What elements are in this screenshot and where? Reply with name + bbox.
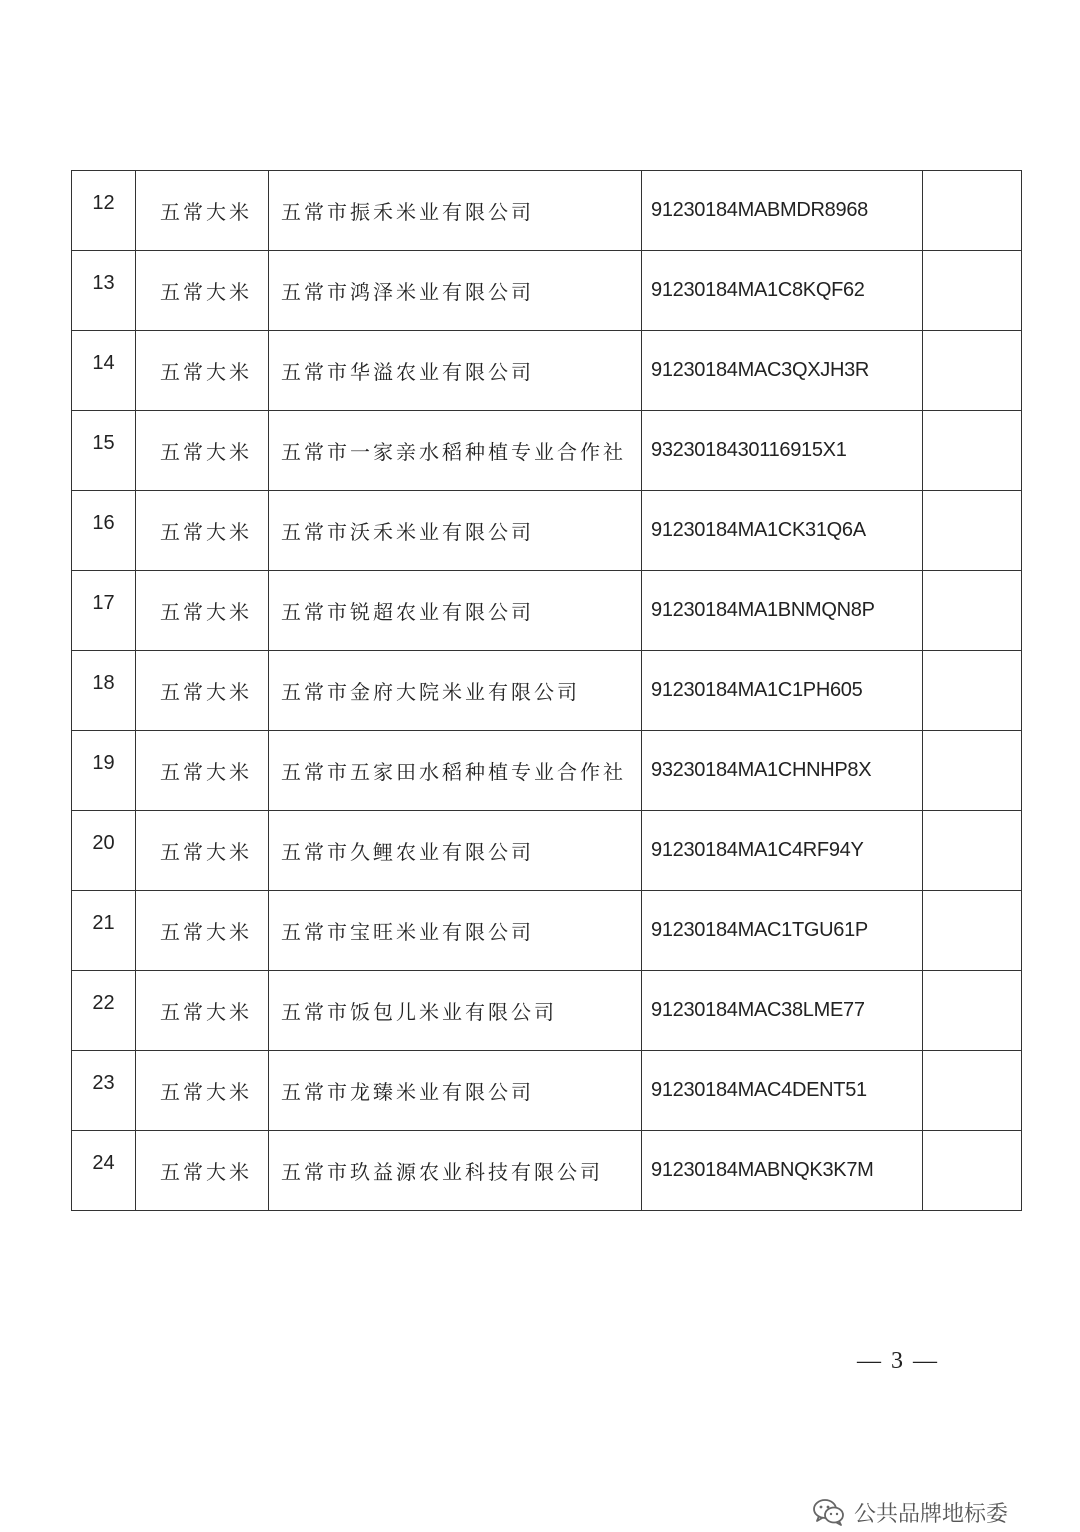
row-number-text: 17	[92, 592, 115, 614]
row-number	[72, 171, 136, 251]
row-number-text: 15	[92, 432, 115, 454]
row-number	[72, 411, 136, 491]
company-name: 五常市锐超农业有限公司	[269, 571, 642, 651]
credit-code: 91230184MAC1TGU61P	[642, 891, 923, 971]
brand-name: 五常大米	[136, 251, 269, 331]
brand-name: 五常大米	[136, 331, 269, 411]
table-body	[72, 171, 1022, 1211]
table-row	[72, 811, 1022, 891]
table-row	[72, 491, 1022, 571]
brand-name: 五常大米	[136, 651, 269, 731]
brand-name: 五常大米	[136, 1051, 269, 1131]
row-number	[72, 571, 136, 651]
company-name: 五常市沃禾米业有限公司	[269, 491, 642, 571]
company-name: 五常市鸿泽米业有限公司	[269, 251, 642, 331]
row-number	[72, 971, 136, 1051]
row-number	[72, 1131, 136, 1211]
table-row	[72, 251, 1022, 331]
row-number	[72, 251, 136, 331]
brand-name: 五常大米	[136, 731, 269, 811]
note-cell	[923, 651, 1022, 731]
table-row	[72, 331, 1022, 411]
credit-code: 91230184MABMDR8968	[642, 171, 923, 251]
company-name: 五常市五家田水稻种植专业合作社	[269, 731, 642, 811]
table-row	[72, 651, 1022, 731]
table-row	[72, 731, 1022, 811]
brand-name: 五常大米	[136, 571, 269, 651]
company-name: 五常市振禾米业有限公司	[269, 171, 642, 251]
row-number	[72, 491, 136, 571]
company-name: 五常市宝旺米业有限公司	[269, 891, 642, 971]
credit-code: 91230184MAC38LME77	[642, 971, 923, 1051]
note-cell	[923, 171, 1022, 251]
row-number-text: 18	[92, 672, 115, 694]
credit-code: 91230184MAC3QXJH3R	[642, 331, 923, 411]
row-number-text: 24	[92, 1152, 115, 1174]
credit-code: 91230184MA1C8KQF62	[642, 251, 923, 331]
company-name: 五常市久鲤农业有限公司	[269, 811, 642, 891]
note-cell	[923, 411, 1022, 491]
note-cell	[923, 971, 1022, 1051]
note-cell	[923, 331, 1022, 411]
enterprise-table	[71, 170, 1022, 1211]
row-number-text: 12	[92, 192, 115, 214]
note-cell	[923, 891, 1022, 971]
note-cell	[923, 571, 1022, 651]
row-number	[72, 891, 136, 971]
credit-code: 93230184MA1CHNHP8X	[642, 731, 923, 811]
brand-name: 五常大米	[136, 891, 269, 971]
note-cell	[923, 731, 1022, 811]
table-row	[72, 411, 1022, 491]
row-number	[72, 651, 136, 731]
row-number-text: 16	[92, 512, 115, 534]
credit-code: 91230184MAC4DENT51	[642, 1051, 923, 1131]
row-number-text: 23	[92, 1072, 115, 1094]
table-row	[72, 171, 1022, 251]
brand-name: 五常大米	[136, 171, 269, 251]
account-watermark	[812, 1492, 1008, 1532]
table-row	[72, 971, 1022, 1051]
row-number	[72, 731, 136, 811]
row-number-text: 20	[92, 832, 115, 854]
credit-code: 91230184MA1C4RF94Y	[642, 811, 923, 891]
brand-name: 五常大米	[136, 411, 269, 491]
brand-name: 五常大米	[136, 491, 269, 571]
wechat-icon	[812, 1497, 846, 1527]
watermark-text: 公共品牌地标委	[854, 1501, 1009, 1527]
table-row	[72, 571, 1022, 651]
row-number-text: 21	[92, 912, 115, 934]
brand-name: 五常大米	[136, 1131, 269, 1211]
company-name: 五常市饭包儿米业有限公司	[269, 971, 642, 1051]
credit-code: 91230184MA1C1PH605	[642, 651, 923, 731]
row-number-text: 22	[92, 992, 115, 1014]
note-cell	[923, 1131, 1022, 1211]
credit-code: 91230184MA1CK31Q6A	[642, 491, 923, 571]
company-name: 五常市玖益源农业科技有限公司	[269, 1131, 642, 1211]
credit-code: 91230184MA1BNMQN8P	[642, 571, 923, 651]
page-number: — 3 —	[857, 1348, 939, 1374]
row-number-text: 19	[92, 752, 115, 774]
company-name: 五常市龙臻米业有限公司	[269, 1051, 642, 1131]
row-number	[72, 811, 136, 891]
brand-name: 五常大米	[136, 971, 269, 1051]
company-name: 五常市金府大院米业有限公司	[269, 651, 642, 731]
row-number	[72, 331, 136, 411]
company-name: 五常市华溢农业有限公司	[269, 331, 642, 411]
table-row	[72, 891, 1022, 971]
row-number	[72, 1051, 136, 1131]
credit-code: 9323018430116915X1	[642, 411, 923, 491]
row-number-text: 14	[92, 352, 115, 374]
note-cell	[923, 811, 1022, 891]
row-number-text: 13	[92, 272, 115, 294]
brand-name: 五常大米	[136, 811, 269, 891]
note-cell	[923, 491, 1022, 571]
note-cell	[923, 1051, 1022, 1131]
credit-code: 91230184MABNQK3K7M	[642, 1131, 923, 1211]
note-cell	[923, 251, 1022, 331]
table-row	[72, 1131, 1022, 1211]
table-row	[72, 1051, 1022, 1131]
company-name: 五常市一家亲水稻种植专业合作社	[269, 411, 642, 491]
